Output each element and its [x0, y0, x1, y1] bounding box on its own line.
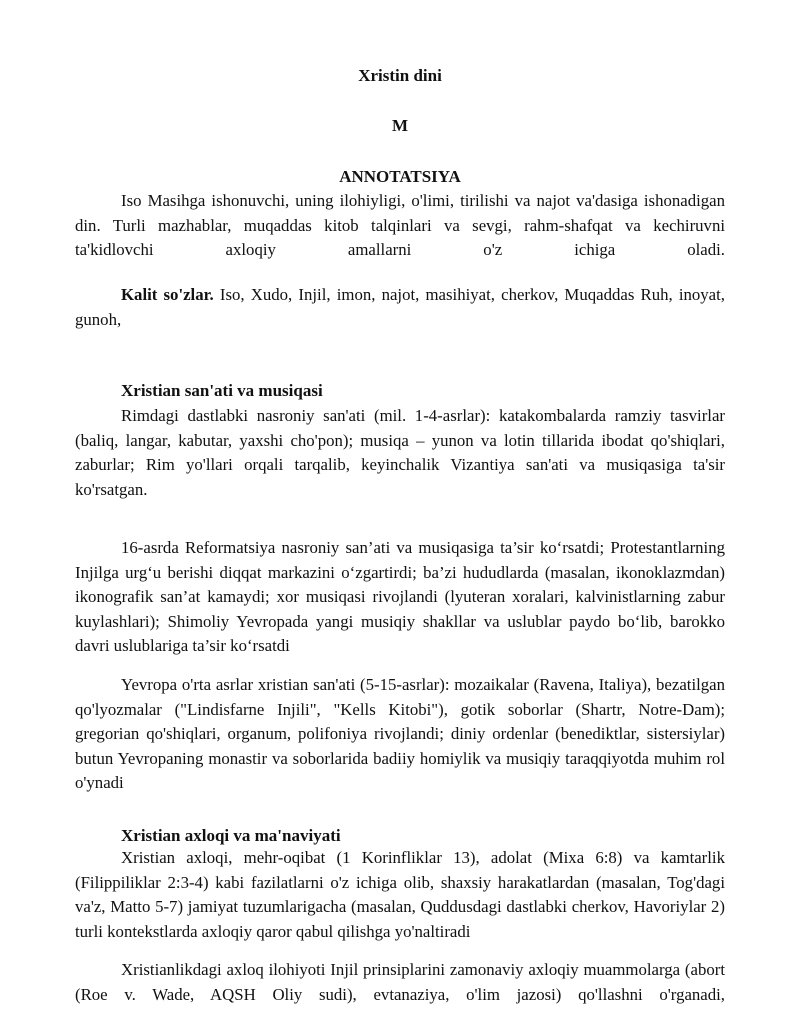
author-initial: M	[391, 116, 409, 135]
art-music-paragraph-1: Rimdagi dastlabki nasroniy san'ati (mil. 1-4-asrlar): katakombalarda ramziy tasvirlar (baliq, langar, kabutar, yaxshi cho'pon); musiqa – yunon va lotin tillarida ibodat qo'shiqlari, zaburlar; Rim yo'llari orqali tarqalib, keyinchalik Vizantiya san'ati va musiqasiga ta'sir ko'rsatgan.	[75, 406, 725, 499]
keywords-text: Iso, Xudo, Injil, imon, najot, masihiyat, cherkov, Muqaddas Ruh, inoyat, gunoh,	[75, 285, 725, 329]
section-heading-art-music: Xristian san'ati va musiqasi	[121, 381, 323, 400]
ethics-paragraph-1: Xristian axloqi, mehr-oqibat (1 Korinfliklar 13), adolat (Mixa 6:8) va kamtarlik (Filippiliklar 2:3-4) kabi fazilatlarni o'z ichiga olib, shaxsiy harakatlardan (masalan, Tog'dagi va'z, Matto 5-7) jamiyat tuzumlarigacha (masalan, Quddusdagi dastlabki cherkov, Havoriylar 2) turli kontekstlarda axloqiy qaror qabul qilishga yo'naltiradi	[75, 848, 725, 941]
art-music-paragraph-3: Yevropa o'rta asrlar xristian san'ati (5-15-asrlar): mozaikalar (Ravena, Italiya), bezatilgan qo'lyozmalar ("Lindisfarne Injili", "Kells Kitobi"), gotik soborlar (Shartr, Notre-Dam); gregorian qo'shiqlari, organum, polifoniya rivojlandi; diniy ordenlar (benediktlar, sistersiylar) butun Yevropaning monastir va soborlarida badiiy homiylik va musiqiy taraqqiyotda muhim rol o'ynadi	[75, 675, 725, 793]
annotation-heading: ANNOTATSIYA	[339, 167, 461, 186]
keywords-paragraph	[75, 283, 725, 332]
art-music-paragraph-2: 16-asrda Reformatsiya nasroniy san’ati va musiqasiga ta’sir ko‘rsatdi; Protestantlarning Injilga urg‘u berishi diqqat markazini o‘zgartirdi; ba’zi hududlarda (masalan, ikonoklazmdan) ikonografik san’at kamaydi; xor musiqasi rivojlandi (lyuteran xoralari, kalvinistlarning zabur kuylashlari); Shimoliy Yevropada yangi musiqiy shakllar va uslublar paydo bo‘lib, barokko davri uslublariga ta’sir ko‘rsatdi	[75, 538, 725, 656]
annotation-paragraph: Iso Masihga ishonuvchi, uning ilohiyligi, o'limi, tirilishi va najot va'dasiga ishonadigan din. Turli mazhablar, muqaddas kitob talqinlari va sevgi, rahm-shafqat va kechiruvni ta'kidlovchi axloqiy amallarni o'z ichiga oladi.	[75, 191, 725, 260]
section-heading-ethics: Xristian axloqi va ma'naviyati	[121, 826, 341, 845]
keywords-label: Kalit so'zlar.	[121, 285, 214, 304]
ethics-paragraph-2: Xristianlikdagi axloq ilohiyoti Injil prinsiplarini zamonaviy axloqiy muammolarga (abort (Roe v. Wade, AQSH Oliy sudi), evtanaziya, o'lim jazosi) qo'llashni o'rganadi,	[75, 960, 725, 1004]
document-title: Xristin dini	[358, 66, 442, 85]
